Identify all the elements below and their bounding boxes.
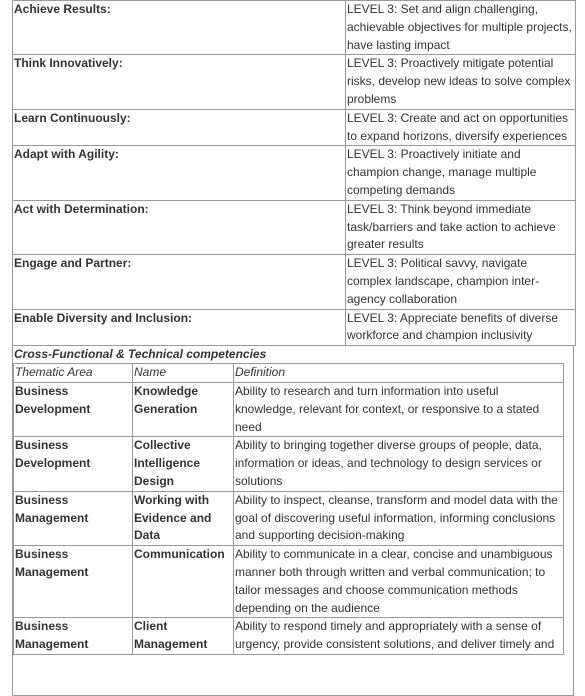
competency-level: LEVEL 3: Political savvy, navigate complex landscape, champion inter-agency collaboration xyxy=(346,255,576,309)
table-row xyxy=(13,200,576,254)
column-header-definition: Definition xyxy=(234,364,564,383)
definition-cell: Ability to inspect, cleanse, transform and model data with the goal of discovering useful information, informing conclusions and supporting decision-making xyxy=(234,491,564,545)
table-row xyxy=(13,309,576,346)
competency-name: Think Innovatively: xyxy=(13,55,346,109)
thematic-area-cell: Business Management xyxy=(14,546,133,618)
definition-cell: Ability to research and turn information into useful knowledge, relevant for context, or responsive to a stated need xyxy=(234,382,564,436)
section-title: Cross-Functional & Technical competencies xyxy=(14,347,267,362)
name-cell: Collective Intelligence Design xyxy=(133,437,234,491)
table-row xyxy=(14,546,564,618)
competency-level: LEVEL 3: Set and align challenging, achievable objectives for multiple projects, have lasting impact xyxy=(346,1,576,55)
competency-name: Enable Diversity and Inclusion: xyxy=(13,309,346,346)
thematic-area-cell: Business Management xyxy=(14,618,133,655)
competency-level: LEVEL 3: Appreciate benefits of diverse workforce and champion inclusivity xyxy=(346,309,576,346)
definition-cell: Ability to communicate in a clear, concise and unambiguous manner both through written and verbal communication; to tailor messages and choose communication methods depending on the audience xyxy=(234,546,564,618)
definition-cell: Ability to respond timely and appropriately with a sense of urgency, provide consistent solutions, and deliver timely and xyxy=(234,618,564,655)
thematic-area-cell: Business Development xyxy=(14,437,133,491)
competency-level: LEVEL 3: Proactively initiate and champion change, manage multiple competing demands xyxy=(346,146,576,200)
technical-competencies-table xyxy=(13,363,564,655)
cross-functional-section xyxy=(12,346,574,696)
competency-name: Engage and Partner: xyxy=(13,255,346,309)
table-row xyxy=(14,491,564,545)
column-header-area: Thematic Area xyxy=(14,364,133,383)
table-row xyxy=(14,382,564,436)
name-cell: Knowledge Generation xyxy=(133,382,234,436)
table-row xyxy=(14,437,564,491)
name-cell: Client Management xyxy=(133,618,234,655)
competency-level: LEVEL 3: Proactively mitigate potential risks, develop new ideas to solve complex problems xyxy=(346,55,576,109)
definition-cell: Ability to bringing together diverse groups of people, data, information or ideas, and technology to design services or solutions xyxy=(234,437,564,491)
core-competencies-table xyxy=(12,0,576,346)
table-row xyxy=(14,618,564,655)
table-row xyxy=(13,255,576,309)
table-row xyxy=(13,1,576,55)
competency-name: Act with Determination: xyxy=(13,200,346,254)
name-cell: Communication xyxy=(133,546,234,618)
table-header-row xyxy=(14,364,564,383)
competency-level: LEVEL 3: Think beyond immediate task/barriers and take action to achieve greater results xyxy=(346,200,576,254)
name-cell: Working with Evidence and Data xyxy=(133,491,234,545)
competency-document xyxy=(12,0,573,696)
competency-level: LEVEL 3: Create and act on opportunities to expand horizons, diversify experiences xyxy=(346,109,576,146)
table-row xyxy=(13,146,576,200)
competency-name: Learn Continuously: xyxy=(13,109,346,146)
competency-name: Achieve Results: xyxy=(13,1,346,55)
thematic-area-cell: Business Development xyxy=(14,382,133,436)
column-header-name: Name xyxy=(133,364,234,383)
table-row xyxy=(13,109,576,146)
table-row xyxy=(13,55,576,109)
thematic-area-cell: Business Management xyxy=(14,491,133,545)
competency-name: Adapt with Agility: xyxy=(13,146,346,200)
